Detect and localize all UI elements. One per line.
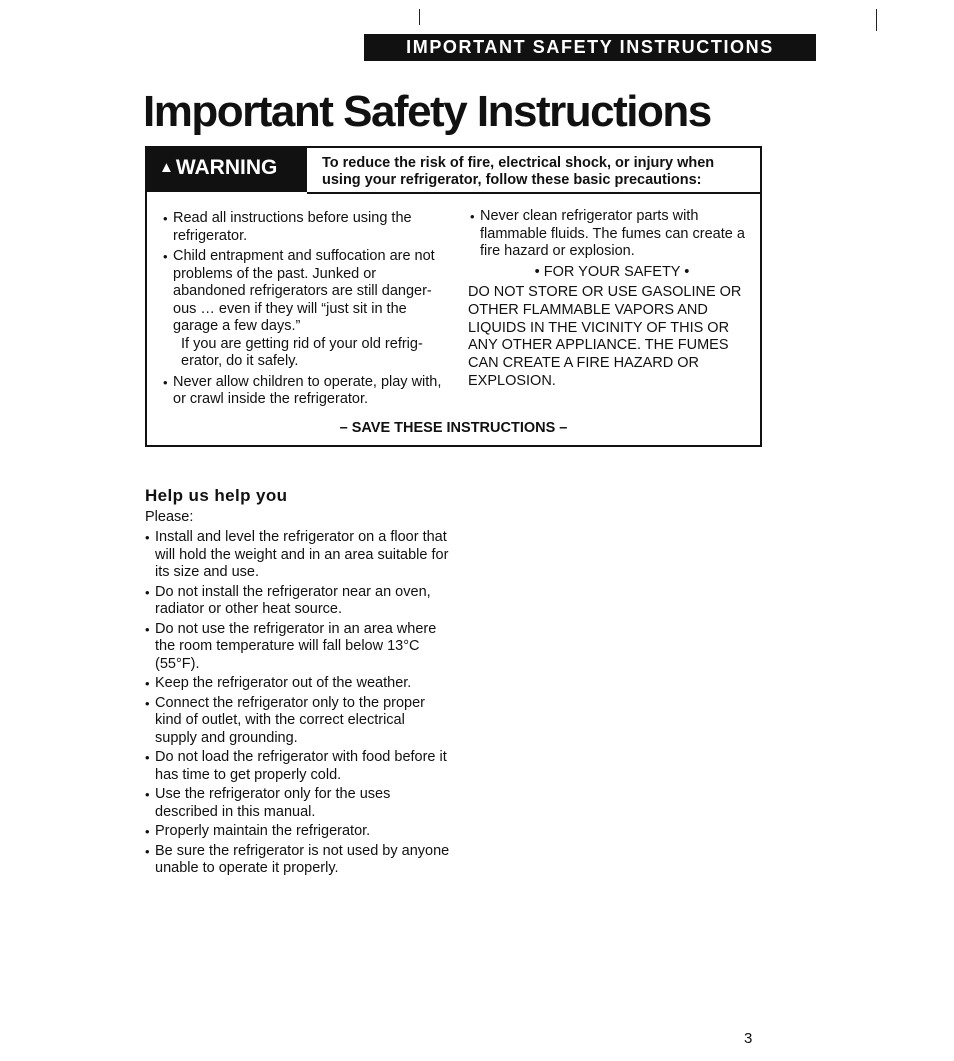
warning-bullet: • Never clean refrigerator parts with flammable fluids. The fumes can create a fire hazard or explosion. [468, 208, 756, 261]
page-title: Important Safety Instructions [143, 87, 711, 136]
list-item: • Be sure the refrigerator is not used by anyone unable to operate it properly. [145, 843, 450, 878]
list-item: • Do not use the refrigerator in an area where the room temperature will fall below 13°C (55°F). [145, 621, 450, 674]
page-number: 3 [744, 1030, 753, 1047]
list-item: • Connect the refrigerator only to the proper kind of outlet, with the correct electrical supply and grounding. [145, 695, 450, 748]
gasoline-warning: DO NOT STORE OR USE GASOLINE OR OTHER FLAMMABLE VAPORS AND LIQUIDS IN THE VICINITY OF THIS OR ANY OTHER APPLIANCE. THE FUMES CAN CREATE A FIRE HAZARD OR EXPLOSION. [468, 284, 742, 389]
list-item: • Keep the refrigerator out of the weather. [145, 675, 450, 693]
list-item: • Do not install the refrigerator near an oven, radiator or other heat source. [145, 584, 450, 619]
save-instructions-line: – SAVE THESE INSTRUCTIONS – [339, 420, 568, 436]
help-list [145, 529, 450, 880]
warning-left-column [161, 210, 443, 412]
warning-bullet: • Never allow children to operate, play with, or crawl inside the refrigerator. [161, 374, 443, 409]
warning-label [147, 148, 307, 192]
warning-divider [307, 192, 760, 194]
for-your-safety-heading: • FOR YOUR SAFETY • [534, 263, 690, 280]
list-item: • Use the refrigerator only for the uses described in this manual. [145, 786, 450, 821]
list-item: • Install and level the refrigerator on a floor that will hold the weight and in an area suitable for its size and use. [145, 529, 450, 582]
section-banner: IMPORTANT SAFETY INSTRUCTIONS [364, 34, 816, 61]
scan-mark [876, 9, 877, 31]
scan-mark [419, 9, 420, 25]
warning-label-text: WARNING [175, 156, 278, 179]
warning-bullet: • Child entrapment and suffocation are not problems of the past. Junked or abandoned refrigerators are still danger- ous … even if they will “just sit in the garage a few days.” [161, 248, 443, 336]
warning-triangle-icon: ▲ [159, 159, 174, 176]
warning-paragraph: If you are getting rid of your old refrig- erator, do it safely. [181, 335, 423, 369]
help-intro: Please: [145, 509, 194, 525]
list-item: • Properly maintain the refrigerator. [145, 823, 450, 841]
warning-right-column [468, 208, 756, 391]
warning-header-text: To reduce the risk of fire, electrical shock, or injury when using your refrigerator, follow these basic precautions: [322, 155, 715, 188]
warning-bullet: • Read all instructions before using the refrigerator. [161, 210, 443, 245]
warning-box [145, 146, 762, 447]
help-heading: Help us help you [145, 486, 288, 505]
list-item: • Do not load the refrigerator with food before it has time to get properly cold. [145, 749, 450, 784]
